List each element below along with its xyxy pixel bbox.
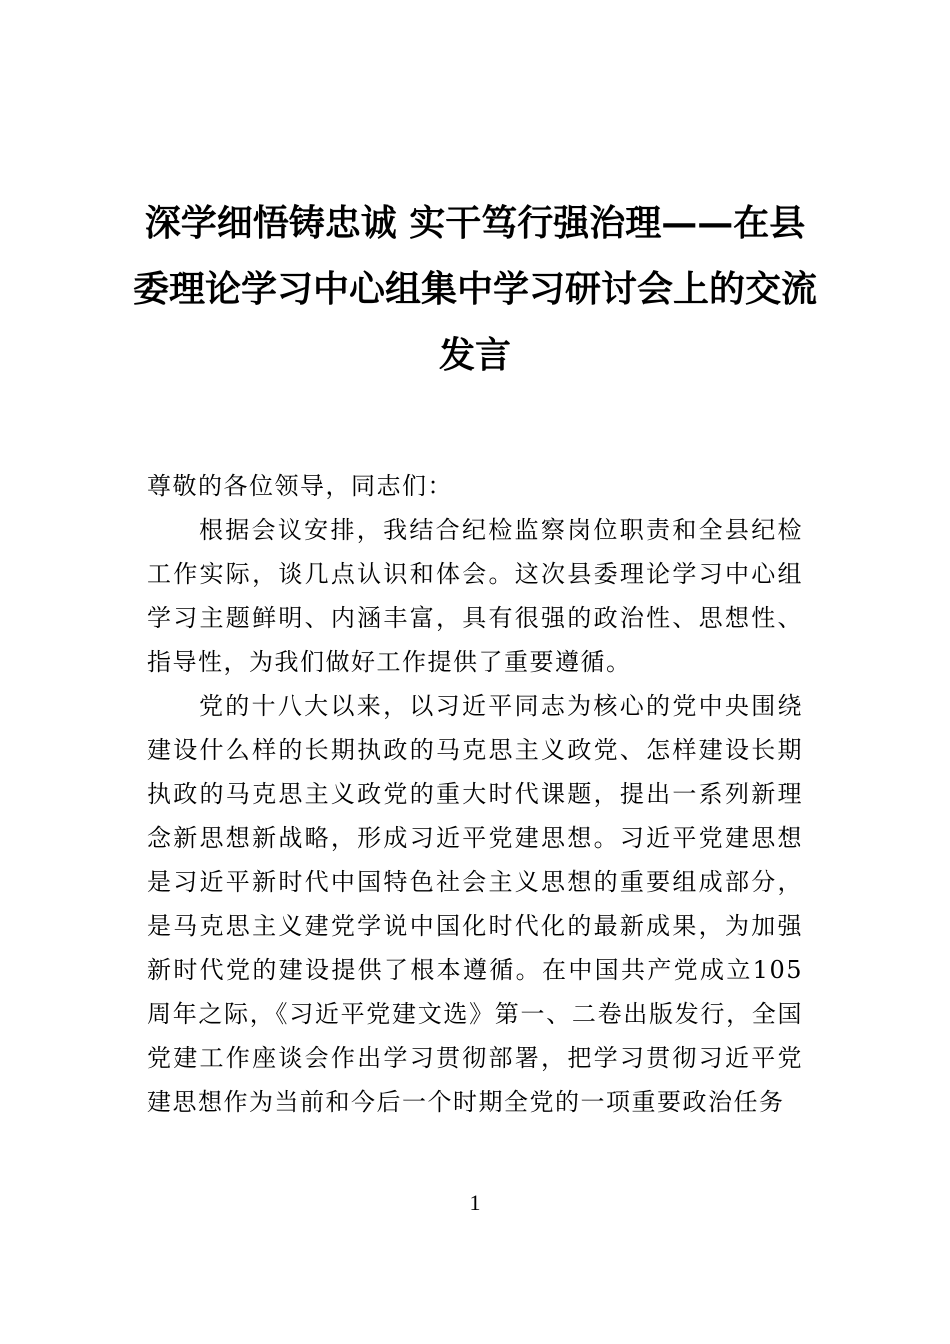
- page-number: 1: [469, 1190, 481, 1215]
- paragraph-2: 党的十八大以来，以习近平同志为核心的党中央围绕建设什么样的长期执政的马克思主义政党、怎样建设长期执政的马克思主义政党的重大时代课题，提出一系列新理念新思想新战略，形成习近平党建思想。习近平党建思想是习近平新时代中国特色社会主义思想的重要组成部分，是马克思主义建党学说中国化时代化的最新成果，为加强新时代党的建设提供了根本遵循。在中国共产党成立105周年之际，《习近平党建文选》第一、二卷出版发行，全国党建工作座谈会作出学习贯彻部署，把学习贯彻习近平党建思想作为当前和今后一个时期全党的一项重要政治任务: [147, 692, 803, 1116]
- document-body: [147, 464, 803, 1124]
- salutation: 尊敬的各位领导，同志们：: [147, 472, 453, 500]
- document-title: 深学细悟铸忠诚 实干笃行强治理——在县委理论学习中心组集中学习研讨会上的交流发言: [132, 202, 817, 376]
- paragraph-1: 根据会议安排，我结合纪检监察岗位职责和全县纪检工作实际，谈几点认识和体会。这次县委理论学习中心组学习主题鲜明、内涵丰富，具有很强的政治性、思想性、指导性，为我们做好工作提供了重要遵循。: [147, 516, 803, 676]
